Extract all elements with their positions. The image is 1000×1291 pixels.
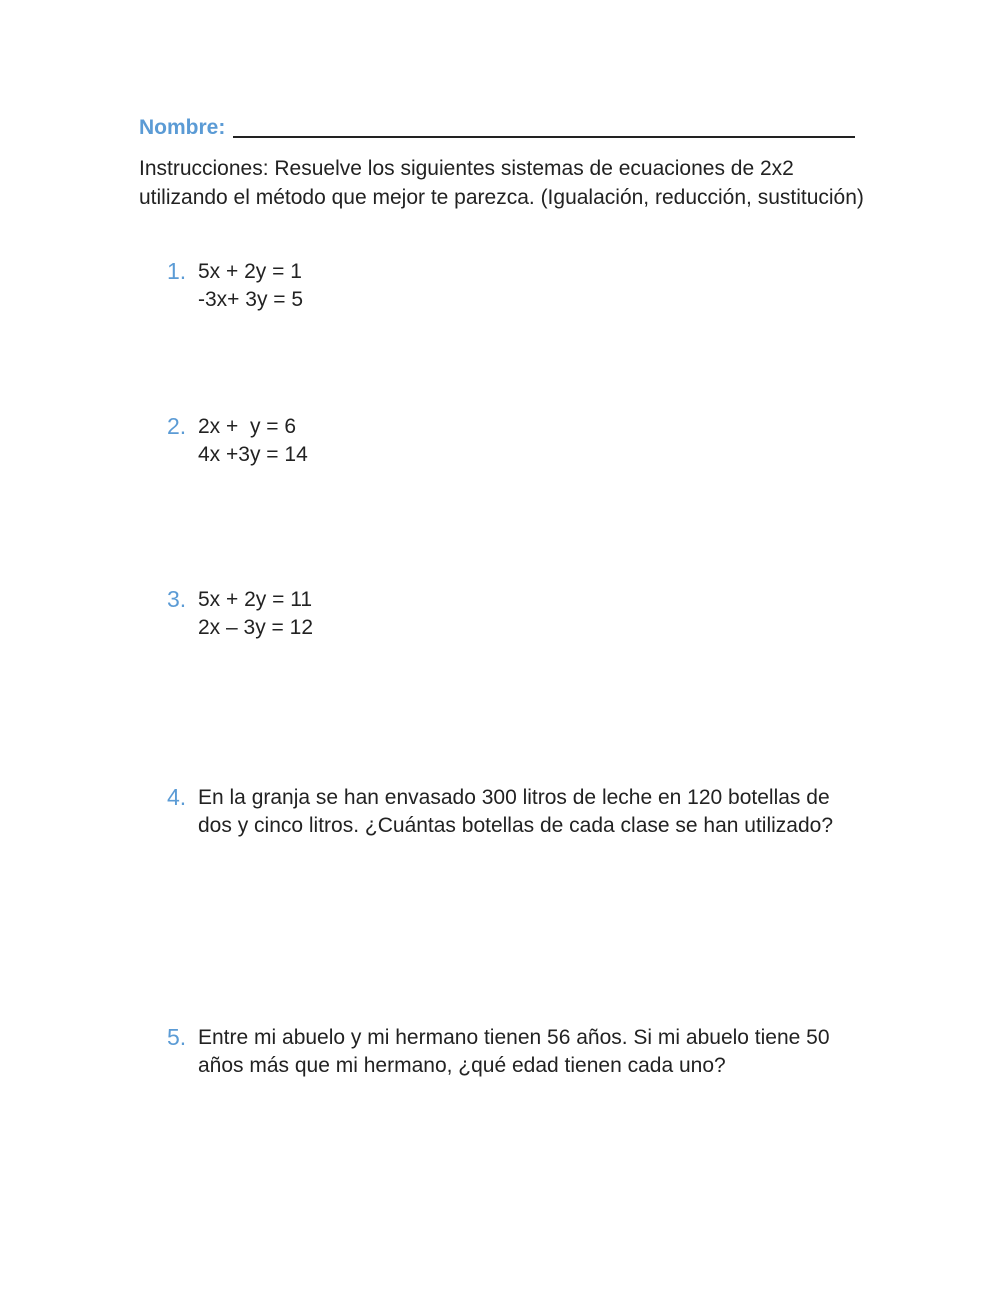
problem-number: 2. <box>167 413 187 439</box>
name-label: Nombre: <box>139 116 226 139</box>
problem-number: 3. <box>167 586 187 612</box>
word-problem-text: Entre mi abuelo y mi hermano tienen 56 años. Si mi abuelo tiene 50 años más que mi hermano, ¿qué edad tienen cada uno? <box>198 1026 830 1077</box>
word-problem-text: En la granja se han envasado 300 litros de leche en 120 botellas de dos y cinco litros. ¿Cuántas botellas de cada clase se han utilizado? <box>198 786 834 837</box>
equation-line: 5x + 2y = 1 <box>198 260 302 283</box>
name-underline[interactable] <box>233 136 855 138</box>
equation-system <box>198 586 864 642</box>
equation-line: 2x + y = 6 <box>198 415 297 438</box>
equation-line: 5x + 2y = 11 <box>198 588 313 611</box>
equation-line: 2x – 3y = 12 <box>198 616 313 639</box>
equation-system <box>198 258 864 314</box>
equation-line: 4x +3y = 14 <box>198 443 308 466</box>
problem-number: 1. <box>167 258 187 284</box>
problem-number: 4. <box>167 784 187 810</box>
equation-system <box>198 413 864 469</box>
equation-line: -3x+ 3y = 5 <box>198 288 304 311</box>
instructions-text: Instrucciones: Resuelve los siguientes sistemas de ecuaciones de 2x2 utilizando el método que mejor te parezca. (Igualación, reducción, sustitución) <box>139 157 864 209</box>
name-field[interactable] <box>139 114 855 144</box>
problem-number: 5. <box>167 1024 187 1050</box>
